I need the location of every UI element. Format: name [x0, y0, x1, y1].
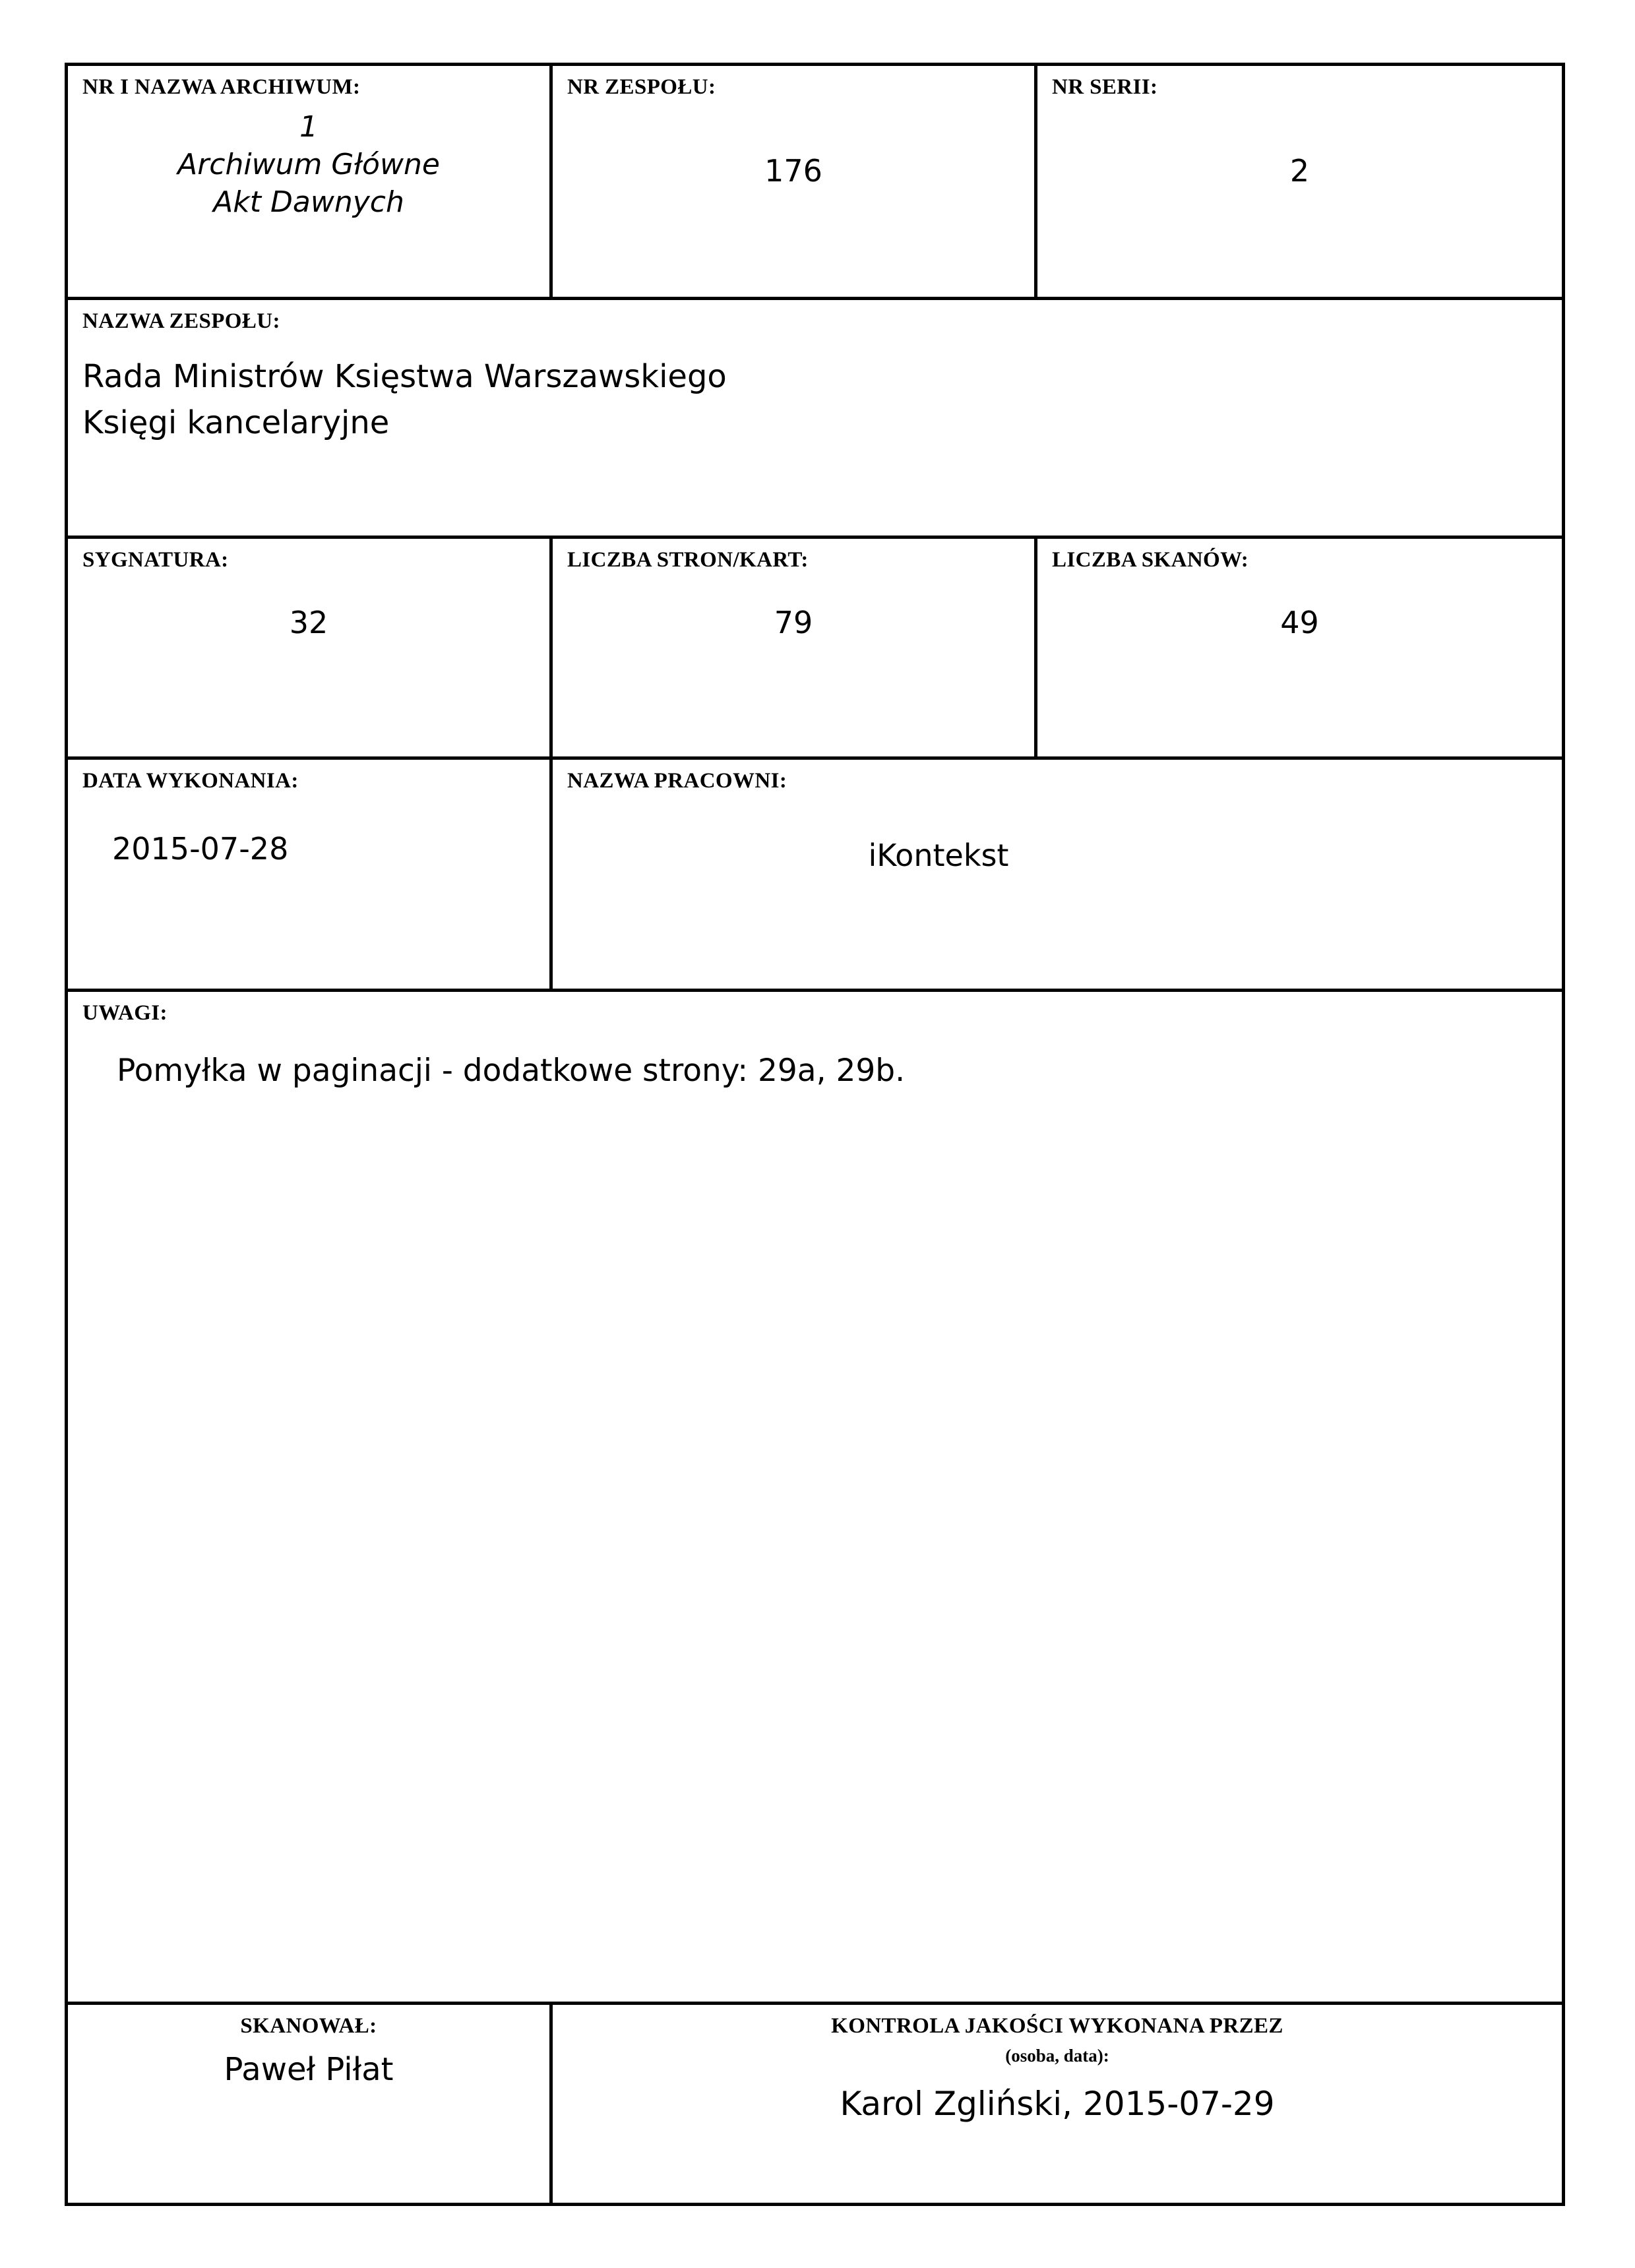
cell-fonds-name [68, 300, 1562, 539]
cell-series-number [1037, 66, 1562, 300]
cell-signature [68, 539, 553, 760]
cell-scanned-by [68, 2005, 553, 2203]
cell-pages-count [553, 539, 1037, 760]
sublabel-quality-control: (osoba, data): [1005, 2045, 1109, 2066]
value-archive-name-line2: Akt Dawnych [213, 185, 404, 220]
label-pages-count: LICZBA STRON/KART: [567, 548, 809, 572]
value-date-done: 2015-07-28 [112, 830, 289, 867]
form-row-fonds-name [68, 300, 1562, 539]
label-workshop: NAZWA PRACOWNI: [567, 769, 787, 793]
label-scans-count: LICZBA SKANÓW: [1052, 548, 1249, 572]
label-archive-name: NR I NAZWA ARCHIWUM: [82, 75, 361, 99]
value-archive-number: 1 [299, 109, 318, 144]
cell-quality-control [553, 2005, 1562, 2203]
value-fonds-name-line2: Księgi kancelaryjne [82, 404, 390, 441]
label-fonds-number: NR ZESPOŁU: [567, 75, 716, 99]
archive-record-form [65, 63, 1565, 2206]
cell-fonds-number [553, 66, 1037, 300]
cell-scans-count [1037, 539, 1562, 760]
value-workshop: iKontekst [868, 837, 1009, 873]
cell-date-done [68, 760, 553, 992]
label-scanned-by: SKANOWAŁ: [240, 2014, 377, 2038]
value-archive-name-line1: Archiwum Główne [177, 148, 440, 182]
value-scans-count: 49 [1280, 604, 1319, 640]
value-remarks: Pomyłka w paginacji - dodatkowe strony: 29a, 29b. [117, 1052, 906, 1089]
label-series-number: NR SERII: [1052, 75, 1158, 99]
value-fonds-name [82, 354, 1547, 446]
value-scanned-by: Paweł Piłat [224, 2050, 394, 2088]
form-row-archive [68, 66, 1562, 300]
cell-archive-name [68, 66, 553, 300]
value-fonds-name-line1: Rada Ministrów Księstwa Warszawskiego [82, 357, 727, 395]
label-date-done: DATA WYKONANIA: [82, 769, 299, 793]
label-remarks: UWAGI: [82, 1001, 168, 1025]
value-quality-control: Karol Zgliński, 2015-07-29 [840, 2084, 1275, 2123]
value-archive [82, 108, 535, 222]
label-fonds-name: NAZWA ZESPOŁU: [82, 309, 280, 333]
cell-workshop [553, 760, 1562, 992]
value-series-number: 2 [1289, 152, 1310, 189]
cell-remarks [68, 992, 1562, 2005]
value-pages-count: 79 [774, 604, 813, 640]
label-quality-control: KONTROLA JAKOŚCI WYKONANA PRZEZ [831, 2014, 1283, 2038]
value-signature: 32 [289, 604, 328, 640]
value-fonds-number: 176 [764, 152, 822, 189]
label-signature: SYGNATURA: [82, 548, 229, 572]
form-row-signatures [68, 2005, 1562, 2203]
form-row-date-workshop [68, 760, 1562, 992]
form-row-remarks [68, 992, 1562, 2005]
form-row-counts [68, 539, 1562, 760]
